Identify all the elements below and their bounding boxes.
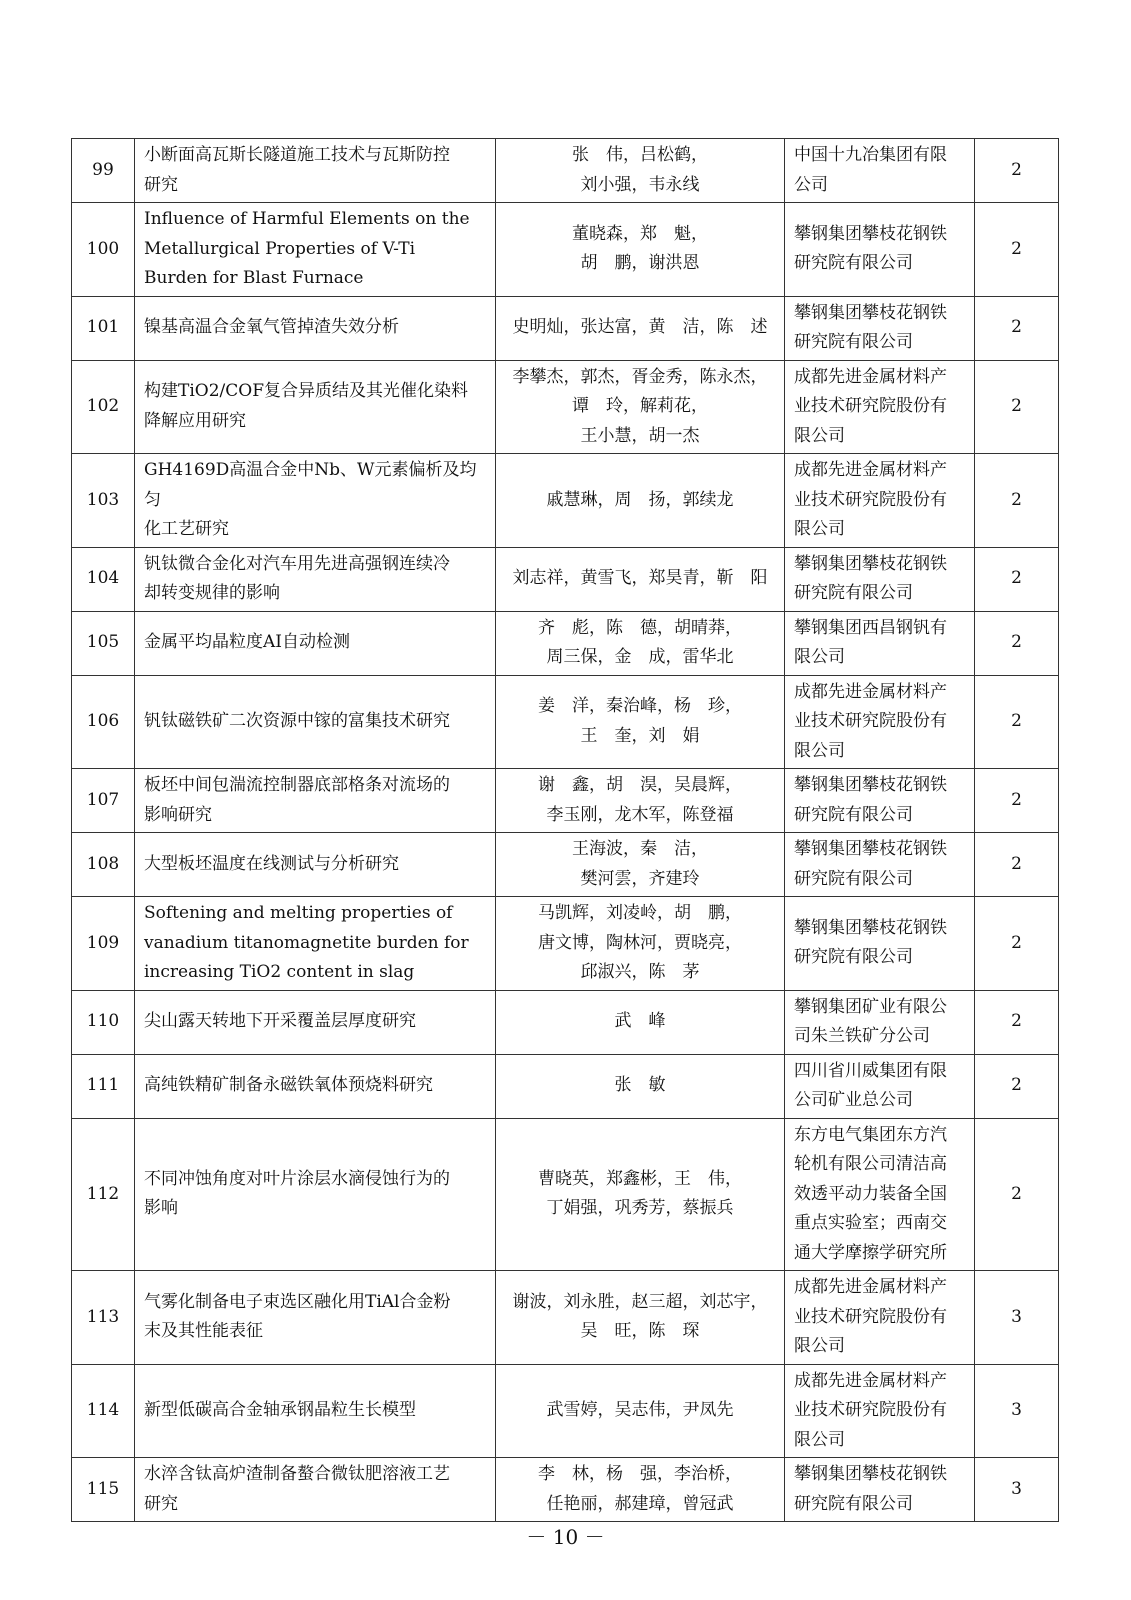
paper-title-line: 构建TiO2/COF复合异质结及其光催化染料 bbox=[144, 381, 468, 402]
paper-title-line: 影响研究 bbox=[144, 804, 212, 825]
authors-cell bbox=[496, 203, 785, 297]
award-rank-cell: 2 bbox=[975, 1118, 1059, 1271]
organization-line: 攀钢集团攀枝花钢铁 bbox=[794, 917, 947, 938]
award-rank-cell: 2 bbox=[975, 675, 1059, 769]
row-number-cell: 102 bbox=[72, 360, 135, 454]
row-number-cell: 112 bbox=[72, 1118, 135, 1271]
row-number-cell: 111 bbox=[72, 1054, 135, 1118]
organization-line: 业技术研究院股份有 bbox=[794, 1306, 947, 1327]
organization-cell bbox=[785, 1118, 975, 1271]
authors-line: 董晓森，郑 魁， bbox=[572, 223, 708, 244]
authors-cell bbox=[496, 1118, 785, 1271]
award-rank-cell: 2 bbox=[975, 454, 1059, 548]
paper-title-cell bbox=[135, 611, 496, 675]
paper-title-line: Burden for Blast Furnace bbox=[144, 268, 364, 288]
authors-cell bbox=[496, 1054, 785, 1118]
table-row bbox=[72, 1054, 1059, 1118]
authors-line: 李 林，杨 强，李治桥， bbox=[538, 1464, 742, 1484]
paper-title-cell bbox=[135, 675, 496, 769]
authors-line: 王 奎，刘 娟 bbox=[580, 725, 700, 746]
organization-line: 成都先进金属材料产 bbox=[794, 460, 947, 480]
row-number-cell: 115 bbox=[72, 1458, 135, 1522]
table-row bbox=[72, 139, 1059, 203]
authors-line: 谢波，刘永胜，赵三超，刘芯宇， bbox=[512, 1291, 768, 1312]
paper-title-line: 研究 bbox=[144, 174, 178, 195]
award-rank-cell: 3 bbox=[975, 1364, 1059, 1458]
organization-line: 重点实验室；西南交 bbox=[794, 1213, 947, 1233]
authors-line: 樊河雲，齐建玲 bbox=[580, 868, 700, 889]
paper-title-cell bbox=[135, 1118, 496, 1271]
paper-title-line: 研究 bbox=[144, 1493, 178, 1514]
authors-line: 刘小强，韦永线 bbox=[580, 174, 700, 195]
authors-line: 吴 旺，陈 琛 bbox=[580, 1321, 700, 1342]
organization-cell bbox=[785, 1054, 975, 1118]
authors-cell bbox=[496, 139, 785, 203]
paper-title-cell bbox=[135, 454, 496, 548]
authors-cell bbox=[496, 360, 785, 454]
authors-line: 齐 彪，陈 德，胡晴莽， bbox=[538, 617, 742, 638]
paper-title-line: 钒钛磁铁矿二次资源中镓的富集技术研究 bbox=[144, 711, 450, 731]
paper-title-line: 降解应用研究 bbox=[144, 410, 246, 431]
authors-line: 武雪婷，吴志伟，尹凤先 bbox=[546, 1400, 734, 1420]
organization-cell bbox=[785, 769, 975, 833]
organization-line: 限公司 bbox=[794, 647, 845, 667]
organization-cell bbox=[785, 296, 975, 360]
row-number-cell: 99 bbox=[72, 139, 135, 203]
paper-title-line: Influence of Harmful Elements on the bbox=[144, 209, 470, 229]
row-number-cell: 106 bbox=[72, 675, 135, 769]
organization-line: 攀钢集团攀枝花钢铁 bbox=[794, 1464, 947, 1484]
table-row bbox=[72, 675, 1059, 769]
organization-line: 研究院有限公司 bbox=[794, 332, 913, 352]
award-rank-cell: 2 bbox=[975, 296, 1059, 360]
organization-line: 中国十九冶集团有限 bbox=[794, 145, 947, 165]
paper-title-line: 化工艺研究 bbox=[144, 519, 229, 539]
paper-title-cell bbox=[135, 1364, 496, 1458]
organization-line: 业技术研究院股份有 bbox=[794, 711, 947, 731]
authors-cell bbox=[496, 611, 785, 675]
award-rank-cell: 2 bbox=[975, 139, 1059, 203]
organization-line: 成都先进金属材料产 bbox=[794, 681, 947, 702]
table-row bbox=[72, 454, 1059, 548]
row-number-cell: 109 bbox=[72, 897, 135, 991]
row-number-cell: 101 bbox=[72, 296, 135, 360]
organization-line: 攀钢集团西昌钢钒有 bbox=[794, 617, 947, 638]
organization-line: 通大学摩擦学研究所 bbox=[794, 1242, 947, 1263]
authors-line: 王海波，秦 洁， bbox=[572, 839, 708, 859]
table-row bbox=[72, 1364, 1059, 1458]
organization-line: 攀钢集团攀枝花钢铁 bbox=[794, 553, 947, 574]
authors-line: 姜 洋，秦治峰，杨 珍， bbox=[538, 696, 742, 717]
authors-line: 丁娟强，巩秀芳，蔡振兵 bbox=[546, 1198, 734, 1219]
organization-cell bbox=[785, 1271, 975, 1365]
authors-cell bbox=[496, 1271, 785, 1365]
paper-title-cell bbox=[135, 897, 496, 991]
authors-cell bbox=[496, 990, 785, 1054]
paper-title-line: 影响 bbox=[144, 1198, 178, 1219]
organization-line: 研究院有限公司 bbox=[794, 804, 913, 825]
table-row bbox=[72, 769, 1059, 833]
table-body bbox=[72, 139, 1059, 1522]
paper-title-line: 不同冲蚀角度对叶片涂层水滴侵蚀行为的 bbox=[144, 1168, 450, 1189]
authors-line: 李玉刚，龙木军，陈登福 bbox=[546, 804, 734, 825]
paper-title-cell bbox=[135, 769, 496, 833]
organization-line: 限公司 bbox=[794, 1336, 845, 1356]
organization-line: 限公司 bbox=[794, 740, 845, 761]
organization-cell bbox=[785, 675, 975, 769]
table-row bbox=[72, 360, 1059, 454]
table-row bbox=[72, 1118, 1059, 1271]
row-number-cell: 108 bbox=[72, 833, 135, 897]
organization-line: 司朱兰铁矿分公司 bbox=[794, 1026, 930, 1046]
organization-cell bbox=[785, 897, 975, 991]
organization-line: 效透平动力装备全国 bbox=[794, 1183, 947, 1204]
table-row bbox=[72, 547, 1059, 611]
authors-line: 张 敏 bbox=[614, 1075, 666, 1096]
paper-title-cell bbox=[135, 833, 496, 897]
authors-cell bbox=[496, 675, 785, 769]
table-row bbox=[72, 611, 1059, 675]
authors-cell bbox=[496, 296, 785, 360]
authors-line: 任艳丽，郝建璋，曾冠武 bbox=[546, 1493, 734, 1514]
paper-title-cell bbox=[135, 139, 496, 203]
authors-cell bbox=[496, 1458, 785, 1522]
organization-line: 限公司 bbox=[794, 519, 845, 539]
organization-line: 公司矿业总公司 bbox=[794, 1090, 913, 1110]
paper-title-cell bbox=[135, 296, 496, 360]
paper-title-line: 末及其性能表征 bbox=[144, 1321, 263, 1342]
table-row bbox=[72, 296, 1059, 360]
table-row bbox=[72, 203, 1059, 297]
organization-cell bbox=[785, 547, 975, 611]
paper-title-line: increasing TiO2 content in slag bbox=[144, 962, 415, 982]
organization-cell bbox=[785, 360, 975, 454]
authors-line: 邱淑兴，陈 茅 bbox=[580, 962, 700, 982]
organization-line: 攀钢集团攀枝花钢铁 bbox=[794, 223, 947, 244]
organization-cell bbox=[785, 990, 975, 1054]
authors-line: 张 伟，吕松鹤， bbox=[572, 145, 708, 165]
authors-cell bbox=[496, 547, 785, 611]
award-rank-cell: 2 bbox=[975, 360, 1059, 454]
paper-title-line: GH4169D高温合金中Nb、W元素偏析及均匀 bbox=[144, 460, 477, 510]
authors-line: 周三保，金 成，雷华北 bbox=[546, 647, 734, 667]
authors-cell bbox=[496, 454, 785, 548]
table-row bbox=[72, 833, 1059, 897]
authors-cell bbox=[496, 1364, 785, 1458]
organization-line: 成都先进金属材料产 bbox=[794, 1370, 947, 1391]
authors-line: 刘志祥，黄雪飞，郑昊青，靳 阳 bbox=[512, 568, 768, 589]
award-rank-cell: 3 bbox=[975, 1271, 1059, 1365]
authors-line: 谢 鑫，胡 淏，吴晨辉， bbox=[538, 775, 742, 795]
organization-line: 业技术研究院股份有 bbox=[794, 396, 947, 416]
organization-line: 攀钢集团攀枝花钢铁 bbox=[794, 302, 947, 323]
table-row bbox=[72, 1458, 1059, 1522]
organization-cell bbox=[785, 139, 975, 203]
row-number-cell: 113 bbox=[72, 1271, 135, 1365]
authors-cell bbox=[496, 769, 785, 833]
award-rank-cell: 3 bbox=[975, 1458, 1059, 1522]
authors-cell bbox=[496, 833, 785, 897]
paper-title-line: 大型板坯温度在线测试与分析研究 bbox=[144, 853, 399, 874]
organization-cell bbox=[785, 1458, 975, 1522]
paper-title-cell bbox=[135, 1458, 496, 1522]
organization-line: 成都先进金属材料产 bbox=[794, 366, 947, 387]
organization-line: 攀钢集团攀枝花钢铁 bbox=[794, 775, 947, 795]
authors-line: 戚慧琳，周 扬，郭续龙 bbox=[546, 489, 734, 510]
authors-line: 武 峰 bbox=[614, 1011, 666, 1032]
page-number: － 10 － bbox=[526, 1525, 605, 1549]
award-rank-cell: 2 bbox=[975, 990, 1059, 1054]
paper-title-line: 小断面高瓦斯长隧道施工技术与瓦斯防控 bbox=[144, 145, 450, 165]
organization-line: 研究院有限公司 bbox=[794, 868, 913, 889]
table-row bbox=[72, 1271, 1059, 1365]
paper-title-line: 气雾化制备电子束选区融化用TiAl合金粉 bbox=[144, 1291, 451, 1312]
organization-line: 东方电气集团东方汽 bbox=[794, 1124, 947, 1145]
organization-cell bbox=[785, 611, 975, 675]
award-rank-cell: 2 bbox=[975, 547, 1059, 611]
paper-title-line: 水淬含钛高炉渣制备螯合微钛肥溶液工艺 bbox=[144, 1464, 450, 1484]
paper-title-line: 新型低碳高合金轴承钢晶粒生长模型 bbox=[144, 1400, 416, 1420]
row-number-cell: 107 bbox=[72, 769, 135, 833]
authors-line: 马凯辉，刘凌岭，胡 鹏， bbox=[538, 903, 742, 923]
paper-title-cell bbox=[135, 547, 496, 611]
row-number-cell: 114 bbox=[72, 1364, 135, 1458]
organization-cell bbox=[785, 454, 975, 548]
award-rank-cell: 2 bbox=[975, 611, 1059, 675]
paper-title-line: 却转变规律的影响 bbox=[144, 583, 280, 603]
organization-line: 研究院有限公司 bbox=[794, 1493, 913, 1514]
authors-line: 曹晓英，郑鑫彬，王 伟， bbox=[538, 1168, 742, 1189]
paper-title-line: Metallurgical Properties of V-Ti bbox=[144, 238, 416, 259]
paper-title-line: vanadium titanomagnetite burden for bbox=[144, 932, 469, 953]
organization-line: 业技术研究院股份有 bbox=[794, 489, 947, 510]
row-number-cell: 100 bbox=[72, 203, 135, 297]
organization-line: 业技术研究院股份有 bbox=[794, 1400, 947, 1420]
authors-line: 胡 鹏，谢洪恩 bbox=[580, 253, 700, 274]
authors-line: 李攀杰，郭杰，胥金秀，陈永杰， bbox=[512, 366, 768, 387]
organization-line: 攀钢集团攀枝花钢铁 bbox=[794, 839, 947, 859]
organization-cell bbox=[785, 1364, 975, 1458]
paper-title-line: 镍基高温合金氧气管掉渣失效分析 bbox=[144, 317, 399, 338]
results-table bbox=[71, 138, 1059, 1522]
paper-title-cell bbox=[135, 1054, 496, 1118]
table-row bbox=[72, 990, 1059, 1054]
organization-line: 研究院有限公司 bbox=[794, 947, 913, 968]
paper-title-cell bbox=[135, 990, 496, 1054]
organization-line: 限公司 bbox=[794, 425, 845, 446]
paper-title-cell bbox=[135, 1271, 496, 1365]
table-row bbox=[72, 897, 1059, 991]
organization-line: 攀钢集团矿业有限公 bbox=[794, 996, 947, 1017]
organization-cell bbox=[785, 203, 975, 297]
paper-title-line: Softening and melting properties of bbox=[144, 903, 453, 923]
organization-line: 公司 bbox=[794, 174, 828, 195]
row-number-cell: 110 bbox=[72, 990, 135, 1054]
award-rank-cell: 2 bbox=[975, 897, 1059, 991]
row-number-cell: 105 bbox=[72, 611, 135, 675]
paper-title-line: 钒钛微合金化对汽车用先进高强钢连续冷 bbox=[144, 553, 450, 574]
authors-line: 谭 玲，解莉花， bbox=[572, 396, 708, 416]
authors-line: 史明灿，张达富，黄 洁，陈 述 bbox=[512, 317, 768, 338]
award-rank-cell: 2 bbox=[975, 203, 1059, 297]
organization-line: 研究院有限公司 bbox=[794, 583, 913, 603]
organization-line: 四川省川威集团有限 bbox=[794, 1060, 947, 1081]
paper-title-line: 板坯中间包湍流控制器底部格条对流场的 bbox=[144, 775, 450, 795]
paper-title-line: 高纯铁精矿制备永磁铁氧体预烧料研究 bbox=[144, 1075, 433, 1096]
award-rank-cell: 2 bbox=[975, 1054, 1059, 1118]
organization-cell bbox=[785, 833, 975, 897]
paper-title-line: 尖山露天转地下开采覆盖层厚度研究 bbox=[144, 1011, 416, 1032]
authors-cell bbox=[496, 897, 785, 991]
award-rank-cell: 2 bbox=[975, 769, 1059, 833]
paper-title-cell bbox=[135, 203, 496, 297]
row-number-cell: 104 bbox=[72, 547, 135, 611]
organization-line: 轮机有限公司清洁高 bbox=[794, 1154, 947, 1174]
award-rank-cell: 2 bbox=[975, 833, 1059, 897]
organization-line: 成都先进金属材料产 bbox=[794, 1277, 947, 1297]
organization-line: 限公司 bbox=[794, 1429, 845, 1450]
paper-title-line: 金属平均晶粒度AI自动检测 bbox=[144, 632, 350, 653]
organization-line: 研究院有限公司 bbox=[794, 253, 913, 274]
authors-line: 唐文博，陶林河，贾晓亮， bbox=[538, 932, 742, 953]
paper-title-cell bbox=[135, 360, 496, 454]
authors-line: 王小慧，胡一杰 bbox=[580, 425, 700, 446]
row-number-cell: 103 bbox=[72, 454, 135, 548]
